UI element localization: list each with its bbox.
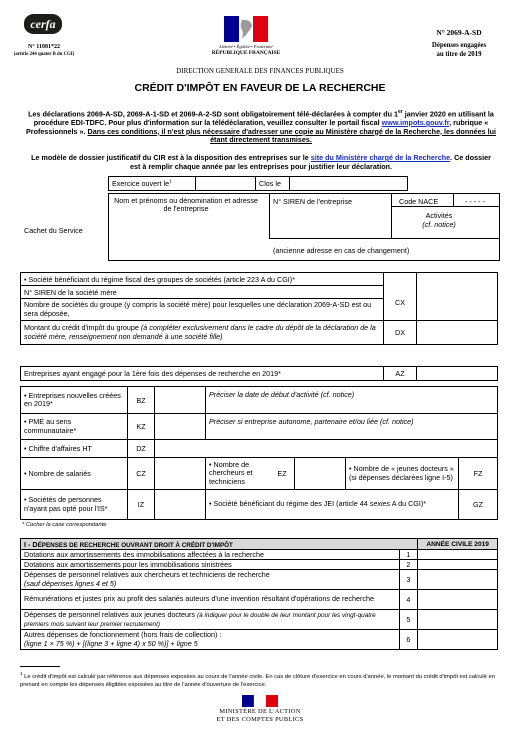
code-az: AZ (384, 367, 417, 381)
siren-label: N° SIREN de l'entreprise (273, 197, 352, 206)
intro-paragraph-1: Les déclarations 2069-A-SD, 2069-A-1-SD et 2069-A-2-SD sont obligatoirement télé-déclarées à compter du 1er janvier 2020 en utilisant la procédure EDI-TDFC. Pour plus d'information sur la télédéclaration, veuillez consulter le portail fiscal www.impots.gouv.fr, rubrique « Professionnels ». Dans ces conditions, il n'est plus nécessaire d'adresser une copie au Ministère chargé de la Recherche, les données lui étant directement transmises. (26, 109, 496, 145)
identification-block (20, 176, 498, 264)
section1-table (20, 538, 498, 650)
section1-year: ANNÉE CIVILE 2019 (418, 539, 498, 550)
exercise-open-field[interactable] (195, 177, 256, 190)
pme-field[interactable] (155, 414, 206, 440)
company-name-label: Nom et prénoms ou dénomination et adresse de l'entreprise (114, 196, 258, 214)
section1-value-2[interactable] (418, 560, 498, 570)
siren-mere-label: N° SIREN de la société mère (21, 286, 384, 299)
personnes-label: • Sociétés de personnes n'ayant pas opté pour l'IS* (21, 490, 128, 520)
marianne-motto: Liberté • Égalité • Fraternité (219, 44, 273, 49)
chercheurs-field[interactable] (295, 458, 346, 490)
section1-row-2: Dotations aux amortissements pour les immobilisations sinistrées (21, 560, 400, 570)
siren-field[interactable] (273, 210, 393, 222)
cerfa-number: N° 11081*22 (28, 44, 60, 50)
chercheurs-label: • Nombre de chercheurs et techniciens (206, 458, 271, 490)
nace-label: Code NACE (399, 197, 439, 206)
form-number: N° 2069-A-SD (436, 28, 482, 37)
new-company-field[interactable] (155, 387, 206, 414)
ca-field[interactable] (155, 440, 498, 458)
activities-label: Activités (425, 211, 453, 220)
section1-row-3: Dépenses de personnel relatives aux chercheurs et techniciens de recherche (sauf dépenses lignes 4 et 5) (21, 570, 400, 590)
first-time-table (20, 366, 498, 381)
impots-link[interactable]: www.impots.gouv.fr (381, 117, 450, 127)
code-ez: EZ (270, 458, 295, 490)
page-title: CRÉDIT D'IMPÔT EN FAVEUR DE LA RECHERCHE (134, 82, 386, 94)
pme-note[interactable]: Préciser si entreprise autonome, partenaire et/ou liée (cf. notice) (206, 414, 498, 440)
ca-label: • Chiffre d'affaires HT (21, 440, 128, 458)
ministry-name-1: MINISTÈRE DE L'ACTION (219, 708, 301, 715)
code-dz: DZ (128, 440, 155, 458)
first-time-checkbox[interactable] (417, 367, 498, 381)
form-subtitle-2: au titre de 2019 (436, 51, 482, 58)
nb-societes-field[interactable] (417, 299, 498, 321)
first-time-label: Entreprises ayant engagé pour la 1ère fois des dépenses de recherche en 2019* (21, 367, 384, 381)
code-bz: BZ (128, 387, 155, 414)
code-kz: KZ (128, 414, 155, 440)
cerfa-logo: cerfa (24, 14, 62, 34)
jeunes-docteurs-label: • Nombre de « jeunes docteurs » (si dépenses déclarées ligne I-5) (346, 458, 459, 490)
section1-row-5: Dépenses de personnel relatives aux jeunes docteurs (à indiquer pour le double de leur montant pour les vingt-quatre premiers mois suivant leur premier recrutement) (21, 610, 400, 630)
section1-value-3[interactable] (418, 570, 498, 590)
exercise-close-label: Clos le (255, 177, 281, 190)
jei-label: • Société bénéficiant du régime des JEI (article 44 sexies A du CGI)* (206, 490, 459, 520)
personnes-checkbox[interactable] (155, 490, 206, 520)
footnote: $^1$ Le crédit d'impôt est calculé par référence aux dépenses exposées au cours de l'année civile. En cas de clôture d'exercice en cours d'année, le montant du crédit d'impôt est calculé en prenant en compte les dépenses éligibles exposées au titre de l'année d'ouverture de l'exercice. (20, 671, 495, 688)
companies-table (20, 386, 498, 520)
nb-societes-label: Nombre de sociétés du groupe (y compris la société mère) pour lesquelles une déclaration 2069-A-SD est ou sera déposée, (21, 299, 384, 321)
montant-groupe-field[interactable] (417, 321, 498, 345)
code-fz: FZ (459, 458, 498, 490)
salaries-label: • Nombre de salariés (21, 458, 128, 490)
section1-num-6: 6 (399, 630, 418, 650)
form-subtitle-1: Dépenses engagées (431, 42, 487, 49)
activities-note: (cf. notice) (422, 220, 456, 229)
ministry-name-2: ET DES COMPTES PUBLICS (216, 716, 304, 723)
pme-label: • PME au sens communautaire* (21, 414, 128, 440)
company-grid (108, 193, 500, 261)
direction-label: DIRECTION GENERALE DES FINANCES PUBLIQUES (176, 67, 344, 75)
code-cz: CZ (128, 458, 155, 490)
siren-mere-field[interactable] (417, 286, 498, 299)
group-table (20, 272, 498, 345)
old-address-label: (ancienne adresse en cas de changement) (273, 246, 410, 255)
cerfa-article: (article 244 quater B du CGI) (13, 52, 75, 57)
group-regime-row[interactable]: • Société bénéficiant du régime fiscal des groupes de sociétés (article 223 A du CGI)* (21, 273, 384, 286)
republic-label: RÉPUBLIQUE FRANÇAISE (211, 50, 281, 56)
section1-num-4: 4 (399, 590, 418, 610)
ministry-logo (236, 694, 286, 706)
section1-num-5: 5 (399, 610, 418, 630)
section1-title: I - DÉPENSES DE RECHERCHE OUVRANT DROIT À CRÉDIT D'IMPÔT (21, 539, 418, 550)
cachet-label: Cachet du Service (24, 226, 83, 235)
section1-row-4: Rémunérations et justes prix au profit des salariés auteurs d'une invention résultant d'opérations de recherche (21, 590, 400, 610)
section1-value-4[interactable] (418, 590, 498, 610)
intro-paragraph-2: Le modèle de dossier justificatif du CIR est à la disposition des entreprises sur le site du Ministère chargé de la Recherche. Ce dossier est à remplir chaque année par les entreprises pour justifier leur déclaration. (31, 153, 491, 171)
section1-value-5[interactable] (418, 610, 498, 630)
code-gz: GZ (459, 490, 498, 520)
new-company-label: • Entreprises nouvelles créées en 2019* (21, 387, 128, 414)
code-dx: DX (384, 321, 417, 345)
section1-value-1[interactable] (418, 550, 498, 560)
code-cx: CX (384, 286, 417, 321)
footnote-rule (20, 666, 60, 667)
salaries-field[interactable] (155, 458, 206, 490)
new-company-note[interactable]: Préciser la date de début d'activité (cf. notice) (206, 387, 498, 414)
group-regime-checkbox[interactable] (417, 273, 498, 286)
section1-num-3: 3 (399, 570, 418, 590)
section1-num-1: 1 (399, 550, 418, 560)
checkbox-footnote: * Cocher la case correspondante (22, 522, 107, 528)
exercise-close-field[interactable] (289, 177, 408, 190)
section1-value-6[interactable] (418, 630, 498, 650)
exercise-open-label: Exercice ouvert $le^1$ (112, 179, 172, 188)
section1-row-6: Autres dépenses de fonctionnement (hors frais de collection) : (ligne 1 × 75 %) + [(ligne 3 + ligne 4) x 50 %)] + ligne 5 (21, 630, 400, 650)
nace-value[interactable]: - - - - - (465, 197, 485, 206)
code-iz: IZ (128, 490, 155, 520)
section1-num-2: 2 (399, 560, 418, 570)
ministry-link[interactable]: site du Ministère chargé de la Recherche (310, 153, 451, 162)
marianne-logo (224, 16, 268, 42)
section1-row-1: Dotations aux amortissements des immobilisations affectées à la recherche (21, 550, 400, 560)
montant-groupe-label: Montant du crédit d'impôt du groupe (à compléter exclusivement dans le cadre du dépôt de la déclaration de la société mère, renseignement non demandé à une société fille) (21, 321, 384, 345)
